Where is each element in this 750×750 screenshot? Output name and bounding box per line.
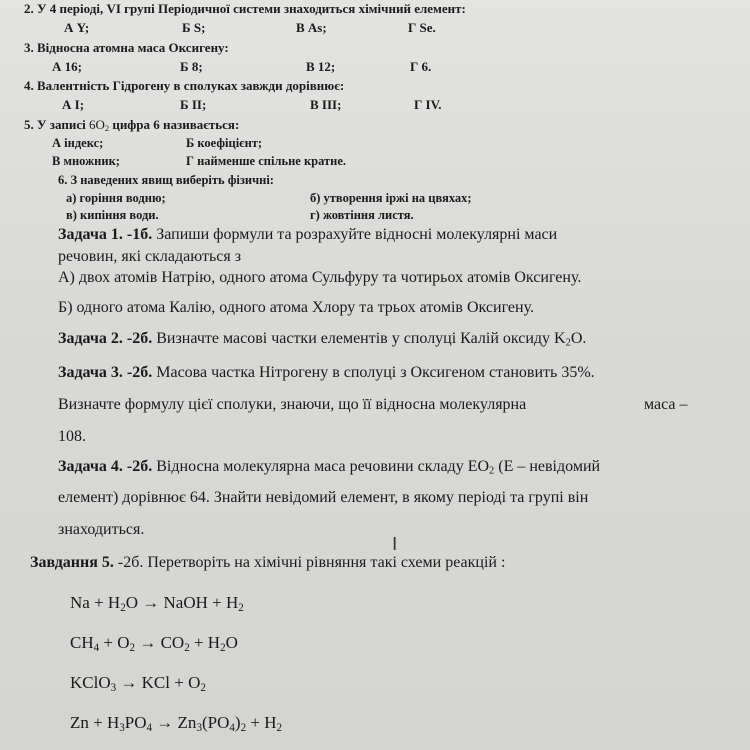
equation-part: (PO	[201, 713, 230, 732]
task4-line3: знаходиться.	[58, 521, 145, 538]
q3-question: 3. Відносна атомна маса Оксигену:	[24, 40, 229, 55]
q3-option-a: А 16;	[52, 59, 82, 74]
task1-item-a: А) двох атомів Натрію, одного атома Сульфуру та чотирьох атомів Оксигену.	[58, 269, 582, 286]
q4-option-b: Б II;	[180, 97, 207, 112]
q6-option-c: в) кипіння води.	[66, 208, 159, 222]
task5-heading: Завдання 5. -2б. Перетворіть на хімічні рівняння такі схеми реакцій :	[30, 554, 506, 571]
equation-subscript: 4	[229, 721, 235, 734]
equation-subscript: 2	[276, 721, 283, 734]
q2-option-a: А Y;	[64, 20, 90, 35]
q3-option-c: В 12;	[306, 59, 336, 74]
q2-option-d: Г Se.	[408, 20, 436, 35]
task1-item-b: Б) одного атома Калію, одного атома Хлору та трьох атомів Оксигену.	[58, 299, 534, 316]
q5-question: 5. У записі $6O_2$ цифра 6 називається:	[24, 117, 240, 134]
equation-subscript: 3	[119, 721, 125, 734]
q6-option-b: б) утворення іржі на цвяхах;	[310, 191, 472, 205]
q4-question: 4. Валентність Гідрогену в сполуках завжди дорівнює:	[24, 78, 345, 93]
equation-4	[70, 713, 283, 734]
equation-part: PO	[124, 713, 147, 732]
equation-subscript: 4	[93, 641, 100, 654]
equation-subscript: 2	[120, 601, 126, 614]
equation-subscript: 3	[196, 721, 202, 734]
equation-part: O	[225, 633, 238, 652]
q6-question: 6. З наведених явищ виберіть фізичні:	[58, 173, 274, 187]
equation-subscript: 3	[110, 681, 117, 694]
task2-text: Задача 2. -2б. Визначте масові частки елементів у сполуці Калій оксиду $K_2O$.	[58, 330, 587, 349]
q3-option-b: Б 8;	[180, 59, 203, 74]
q4-option-a: А I;	[62, 97, 85, 112]
equation-subscript: 2	[200, 681, 206, 694]
q4-option-d: Г IV.	[414, 97, 442, 112]
q6-option-d: г) жовтіння листя.	[310, 208, 414, 222]
q3-option-d: Г 6.	[410, 59, 432, 74]
equation-part: )	[234, 713, 241, 732]
q2-option-c: В As;	[296, 20, 327, 35]
task3-line2: Визначте формулу цієї сполуки, знаючи, що її відносна молекулярна	[58, 396, 527, 413]
task3-line1: Задача 3. -2б. Масова частка Нітрогену в сполуці з Оксигеном становить 35%.	[58, 364, 595, 381]
equation-3	[70, 673, 206, 694]
equation-part: → KCl + O	[116, 673, 201, 692]
q2-question: 2. У 4 періоді, VI групі Періодичної системи знаходиться хімічний елемент:	[24, 1, 466, 16]
equation-subscript: 2	[220, 641, 226, 654]
task1-text-line2: речовин, які складаються з	[58, 248, 242, 265]
task3-line2-tail: маса –	[644, 396, 688, 413]
equation-subscript: 4	[146, 721, 153, 734]
equation-part: Zn + H	[70, 713, 120, 732]
equation-subscript: 2	[240, 721, 247, 734]
q6-option-a: а) горіння водню;	[66, 191, 166, 205]
equation-subscript: 2	[238, 601, 244, 614]
q5-option-b: Б коефіцієнт;	[186, 136, 263, 150]
task4-line2: елемент) дорівнює 64. Знайти невідомий елемент, в якому періоді та групі він	[58, 489, 589, 506]
q5-option-d: Г найменше спільне кратне.	[186, 154, 347, 168]
equation-2	[70, 633, 238, 654]
equation-part: + H	[246, 713, 277, 732]
equation-subscript: 2	[129, 641, 136, 654]
equation-part: → Zn	[152, 713, 197, 732]
equation-1	[70, 593, 244, 614]
q2-option-b: Б S;	[182, 20, 206, 35]
q4-option-c: В III;	[310, 97, 342, 112]
equation-part: CH	[70, 633, 94, 652]
q5-option-c: В множник;	[52, 154, 120, 168]
task4-line1: Задача 4. -2б. Відносна молекулярна маса речовини складу $EO_2$ (E – невідомий	[58, 458, 601, 477]
equation-part: Na + H	[70, 593, 121, 612]
equation-part: + O	[99, 633, 130, 652]
equation-part: KClO	[70, 673, 111, 692]
equation-part: → CO	[135, 633, 185, 652]
equation-part: O → NaOH + H	[125, 593, 239, 612]
task1-text: Задача 1. -1б. Запиши формули та розрахуйте відносні молекулярні маси	[58, 226, 558, 243]
q5-option-a: А індекс;	[52, 136, 104, 150]
equation-part: + H	[189, 633, 221, 652]
task3-line3: 108.	[58, 428, 86, 445]
text-cursor-icon: I	[392, 534, 398, 555]
equation-subscript: 2	[184, 641, 190, 654]
